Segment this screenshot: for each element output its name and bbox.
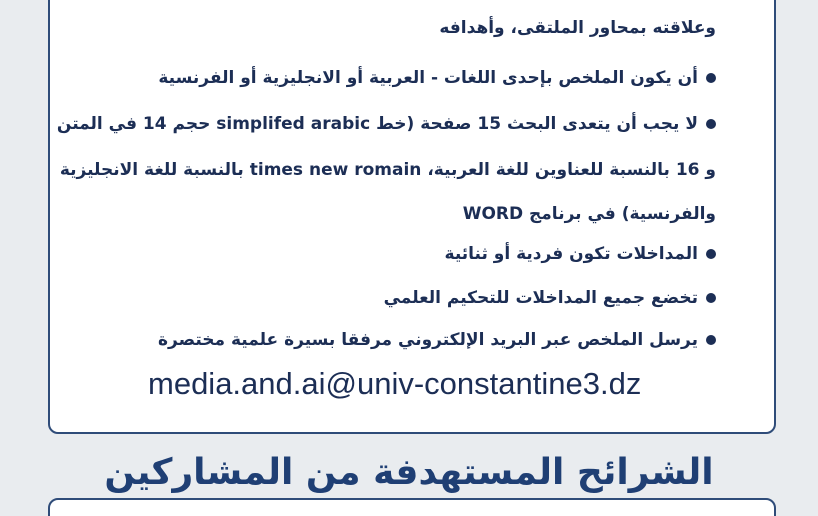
bullet-item	[384, 288, 716, 308]
line-text: يرسل الملخص عبر البريد الإلكتروني مرفقا بسيرة علمية مختصرة	[157, 330, 698, 350]
bullet-item	[445, 244, 716, 264]
line-text: والفرنسية) في برنامج WORD	[462, 204, 716, 224]
body-line	[60, 160, 716, 180]
body-line	[463, 204, 716, 224]
contact-email[interactable]: media.and.ai@univ-constantine3.dz	[148, 366, 642, 401]
line-text: و 16 بالنسبة للعناوين للغة العربية، times new romain بالنسبة للغة الانجليزية	[59, 160, 716, 180]
bullet-icon	[706, 335, 716, 345]
next-section-panel	[48, 498, 776, 516]
section-title: الشرائح المستهدفة من المشاركين	[104, 452, 714, 493]
bullet-item	[57, 114, 716, 134]
bullet-icon	[706, 73, 716, 83]
bullet-icon	[706, 293, 716, 303]
line-text: المداخلات تكون فردية أو ثنائية	[444, 244, 698, 264]
bullet-icon	[706, 249, 716, 259]
bullet-item	[158, 68, 716, 88]
bullet-item	[158, 330, 716, 350]
body-line	[439, 18, 716, 38]
bullet-icon	[706, 119, 716, 129]
line-text: لا يجب أن يتعدى البحث 15 صفحة (خط simplifed arabic حجم 14 في المتن	[56, 114, 698, 134]
line-text: تخضع جميع المداخلات للتحكيم العلمي	[383, 288, 698, 308]
line-text: وعلاقته بمحاور الملتقى، وأهدافه	[439, 18, 716, 38]
line-text: أن يكون الملخص بإحدى اللغات - العربية أو الانجليزية أو الفرنسية	[158, 68, 698, 88]
